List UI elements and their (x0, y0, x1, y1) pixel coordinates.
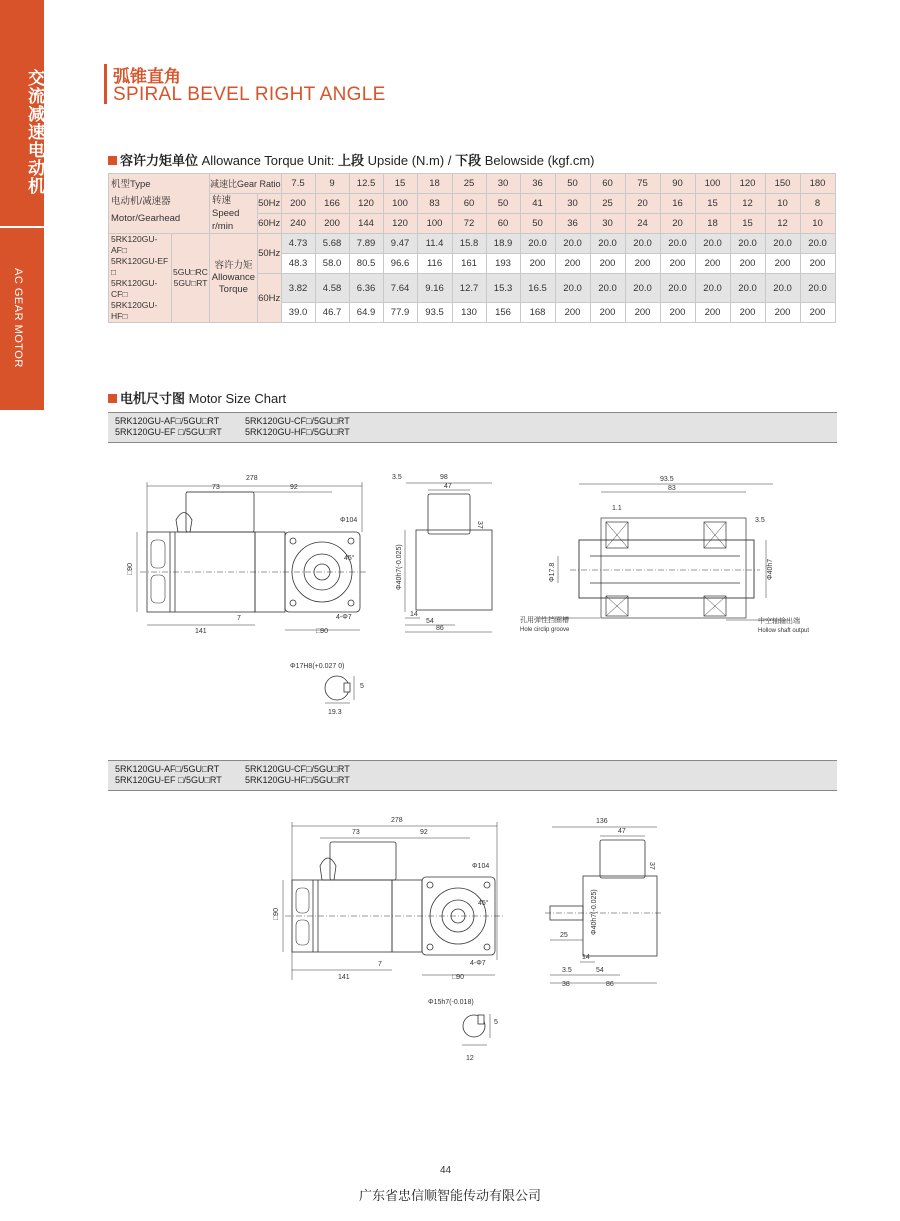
hz-label: 50Hz (257, 194, 281, 214)
gearhead-name: 5GU□RT (173, 278, 208, 288)
speed-cell: 20 (660, 214, 695, 234)
dim-holes: 4-Φ7 (470, 960, 486, 967)
band-model: 5RK120GU-EF □/5GU□RT (115, 775, 222, 785)
torque-cell: 200 (695, 303, 730, 323)
hz-label: 50Hz (257, 234, 281, 274)
ratio-cell: 90 (660, 174, 695, 194)
torque-cell: 200 (695, 254, 730, 274)
torque-cell: 200 (660, 254, 695, 274)
torque-cell: 7.64 (383, 274, 417, 303)
allowance-label-en1: Allowance (211, 272, 256, 283)
dim-3-5: 3.5 (562, 967, 572, 974)
torque-cell: 20.0 (730, 234, 765, 254)
torque-cell: 9.47 (383, 234, 417, 254)
upside-en: Upside (N.m) / (367, 153, 452, 168)
torque-cell: 200 (625, 254, 660, 274)
label-shaft-cn: 中空轴输出端 (758, 618, 800, 625)
torque-cell: 80.5 (349, 254, 383, 274)
torque-cell: 20.0 (625, 234, 660, 254)
torque-cell: 18.9 (486, 234, 520, 254)
dim-phi40: Φ40h7(-0.025) (396, 544, 403, 590)
upside-cn: 上段 (338, 154, 365, 169)
torque-cell: 20.0 (695, 274, 730, 303)
band-model: 5RK120GU-HF□/5GU□RT (245, 775, 350, 785)
torque-cell: 200 (660, 303, 695, 323)
torque-cell: 20.0 (625, 274, 660, 303)
dim-92: 92 (420, 829, 428, 836)
dim-5: 5 (360, 683, 364, 690)
torque-cell: 4.58 (315, 274, 349, 303)
ratio-cell: 7.5 (281, 174, 315, 194)
label-circlip-cn: 孔用弹性挡圈槽 (520, 617, 569, 624)
speed-cell: 10 (765, 194, 800, 214)
speed-cell: 60 (452, 194, 486, 214)
band-model: 5RK120GU-AF□/5GU□RT (115, 416, 220, 426)
hz-label: 60Hz (257, 274, 281, 323)
torque-cell: 16.5 (520, 274, 555, 303)
torque-cell: 9.16 (417, 274, 452, 303)
torque-cell: 20.0 (695, 234, 730, 254)
dim-73: 73 (212, 484, 220, 491)
torque-cell: 116 (417, 254, 452, 274)
speed-cell: 240 (281, 214, 315, 234)
torque-cell: 12.7 (452, 274, 486, 303)
drawing1-front-labels (127, 475, 357, 635)
dim-sq90: □90 (316, 628, 329, 635)
sidebar-category-en: AC GEAR MOTOR (12, 268, 24, 368)
model-name: 5RK120GU-AF□ (111, 234, 158, 255)
torque-cell: 20.0 (800, 274, 835, 303)
dim-37: 37 (648, 862, 655, 870)
label-circlip-en: Hole circlip groove (520, 627, 570, 633)
torque-cell: 64.9 (349, 303, 383, 323)
model-header-cn: 电动机/减速器 (111, 196, 171, 207)
model-name: 5RK120GU-HF□ (111, 300, 158, 321)
hz-label: 60Hz (257, 214, 281, 234)
speed-cell: 15 (730, 214, 765, 234)
torque-cell: 77.9 (383, 303, 417, 323)
dim-98: 98 (440, 474, 448, 481)
drawing1-front-view (137, 482, 368, 630)
speed-cell: 25 (590, 194, 625, 214)
speed-cell: 50 (486, 194, 520, 214)
speed-cell: 36 (555, 214, 590, 234)
torque-cell: 20.0 (800, 234, 835, 254)
dim-phi40h7: Φ40h7 (767, 558, 774, 580)
sidebar-category-cn: 交流减速电动机 (24, 69, 44, 195)
torque-cell: 20.0 (660, 274, 695, 303)
speed-cell: 16 (660, 194, 695, 214)
torque-cell: 200 (730, 254, 765, 274)
allowance-label-en2: Torque (218, 284, 248, 295)
ratio-cell: 25 (452, 174, 486, 194)
torque-cell: 200 (625, 303, 660, 323)
speed-cell: 12 (765, 214, 800, 234)
dim-37: 37 (476, 521, 483, 529)
torque-cell: 4.73 (281, 234, 315, 254)
torque-cell: 200 (765, 303, 800, 323)
dim-19-3: 19.3 (328, 709, 342, 716)
torque-cell: 15.8 (452, 234, 486, 254)
speed-cell: 8 (800, 194, 835, 214)
dim-bore: Φ17H8(+0.027 0) (290, 663, 345, 670)
ratio-cell: 60 (590, 174, 625, 194)
capacitor-cap (176, 513, 192, 533)
speed-cell: 200 (281, 194, 315, 214)
torque-cell: 20.0 (660, 234, 695, 254)
speed-cell: 30 (555, 194, 590, 214)
speed-cell: 120 (349, 194, 383, 214)
dim-141: 141 (195, 628, 207, 635)
dim-5: 5 (494, 1019, 498, 1026)
torque-cell: 20.0 (520, 234, 555, 254)
torque-cell: 193 (486, 254, 520, 274)
size-title-cn: 电机尺寸图 (120, 392, 186, 407)
dim-45deg: 45° (478, 900, 489, 907)
belowside-en: Belowside (kgf.cm) (484, 153, 595, 168)
drawing1-side-labels (392, 474, 483, 632)
dim-sq90-vertical: □90 (273, 907, 280, 920)
dim-1-1: 1.1 (612, 505, 622, 512)
speed-cell: 20 (625, 194, 660, 214)
speed-label-unit: r/min (212, 221, 234, 232)
dim-3-5: 3.5 (755, 517, 765, 524)
torque-cell: 46.7 (315, 303, 349, 323)
ratio-cell: 12.5 (349, 174, 383, 194)
drawing1-side-view (405, 483, 492, 632)
dim-14: 14 (582, 954, 590, 961)
torque-cell: 20.0 (730, 274, 765, 303)
dim-12: 12 (466, 1055, 474, 1062)
dim-136: 136 (596, 818, 608, 825)
dim-sq90-vertical: □90 (127, 562, 134, 575)
torque-cell: 48.3 (281, 254, 315, 274)
ratio-cell: 30 (486, 174, 520, 194)
band-model: 5RK120GU-CF□/5GU□RT (245, 416, 350, 426)
torque-cell: 156 (486, 303, 520, 323)
dim-45deg: 45° (344, 555, 355, 562)
dim-278: 278 (246, 475, 258, 482)
speed-cell: 166 (315, 194, 349, 214)
dim-25: 25 (560, 932, 568, 939)
speed-cell: 18 (695, 214, 730, 234)
speed-cell: 12 (730, 194, 765, 214)
dim-phi15: Φ15h7(-0.018) (428, 999, 474, 1006)
torque-cell: 39.0 (281, 303, 315, 323)
band-model: 5RK120GU-CF□/5GU□RT (245, 764, 350, 774)
torque-cell: 200 (590, 303, 625, 323)
ratio-cell: 15 (383, 174, 417, 194)
dim-7: 7 (378, 961, 382, 968)
torque-cell: 200 (800, 254, 835, 274)
torque-cell: 200 (730, 303, 765, 323)
drawing2-shaft-detail (462, 1014, 490, 1045)
drawing2-front-view (283, 822, 505, 980)
torque-cell: 200 (555, 254, 590, 274)
torque-cell: 93.5 (417, 303, 452, 323)
model-header-type: 机型Type (111, 179, 151, 190)
torque-cell: 200 (520, 254, 555, 274)
torque-cell: 3.82 (281, 274, 315, 303)
torque-cell: 20.0 (765, 274, 800, 303)
ratio-cell: 36 (520, 174, 555, 194)
drawing1-hollow-shaft (540, 484, 790, 620)
ratio-cell: 75 (625, 174, 660, 194)
torque-cell: 200 (590, 254, 625, 274)
torque-cell: 58.0 (315, 254, 349, 274)
ratio-cell: 150 (765, 174, 800, 194)
speed-cell: 100 (383, 194, 417, 214)
terminal-box (186, 492, 254, 532)
torque-cell: 20.0 (765, 234, 800, 254)
gear-ratio-label: 减速比Gear Ratio (210, 174, 282, 194)
speed-cell: 120 (383, 214, 417, 234)
company-name: 广东省忠信顺智能传动有限公司 (358, 1189, 541, 1204)
torque-cell: 161 (452, 254, 486, 274)
torque-cell: 20.0 (590, 234, 625, 254)
ratio-cell: 100 (695, 174, 730, 194)
ratio-cell: 120 (730, 174, 765, 194)
dim-93-5: 93.5 (660, 476, 674, 483)
dim-86: 86 (436, 625, 444, 632)
torque-cell: 6.36 (349, 274, 383, 303)
dim-47: 47 (444, 483, 452, 490)
model-name: 5RK120GU-EF □ (111, 256, 169, 277)
dim-phi40: Φ40h7(-0.025) (591, 889, 598, 935)
speed-cell: 10 (800, 214, 835, 234)
band-model: 5RK120GU-EF □/5GU□RT (115, 427, 222, 437)
page-title-en: SPIRAL BEVEL RIGHT ANGLE (113, 84, 386, 105)
dim-73: 73 (352, 829, 360, 836)
torque-title-en: Allowance Torque Unit: (201, 153, 335, 168)
torque-cell: 200 (800, 303, 835, 323)
dim-phi104: Φ104 (340, 517, 358, 524)
dim-phi17-8: Φ17.8 (549, 562, 556, 582)
size-title-en: Motor Size Chart (188, 391, 287, 406)
drawing1-keyway-labels (290, 663, 364, 716)
torque-cell: 20.0 (590, 274, 625, 303)
ratio-cell: 9 (315, 174, 349, 194)
dim-83: 83 (668, 485, 676, 492)
speed-cell: 50 (520, 214, 555, 234)
dim-54: 54 (426, 618, 434, 625)
speed-cell: 100 (417, 214, 452, 234)
dim-sq90: □90 (452, 974, 465, 981)
speed-cell: 30 (590, 214, 625, 234)
dim-47: 47 (618, 828, 626, 835)
dim-14: 14 (410, 611, 418, 618)
torque-cell: 15.3 (486, 274, 520, 303)
dim-phi104: Φ104 (472, 863, 490, 870)
torque-cell: 5.68 (315, 234, 349, 254)
ratio-cell: 180 (800, 174, 835, 194)
page-title-cn: 弧锥直角 (113, 67, 181, 87)
speed-cell: 60 (486, 214, 520, 234)
drawing2-side-view (545, 827, 662, 983)
torque-cell: 130 (452, 303, 486, 323)
belowside-cn: 下段 (455, 154, 482, 169)
speed-label-cn: 转速Speed (212, 195, 240, 219)
drawing2-shaft-labels (428, 999, 498, 1062)
torque-cell: 11.4 (417, 234, 452, 254)
page-number: 44 (440, 1165, 452, 1176)
ratio-cell: 18 (417, 174, 452, 194)
torque-cell: 96.6 (383, 254, 417, 274)
model-header-en: Motor/Gearhead (111, 213, 181, 224)
drawing2-side-labels (560, 818, 655, 988)
speed-cell: 24 (625, 214, 660, 234)
speed-cell: 72 (452, 214, 486, 234)
torque-cell: 200 (555, 303, 590, 323)
torque-cell: 200 (765, 254, 800, 274)
gearhead-name: 5GU□RC (173, 267, 208, 277)
drawing1-keyway (325, 676, 354, 703)
dim-holes: 4-Φ7 (336, 614, 352, 621)
dim-278: 278 (391, 817, 403, 824)
speed-cell: 41 (520, 194, 555, 214)
dim-86: 86 (606, 981, 614, 988)
dim-54: 54 (596, 967, 604, 974)
dim-38: 38 (562, 981, 570, 988)
allowance-label-cn: 容许力矩 (214, 260, 253, 271)
torque-cell: 7.89 (349, 234, 383, 254)
speed-cell: 83 (417, 194, 452, 214)
band-model: 5RK120GU-AF□/5GU□RT (115, 764, 220, 774)
torque-cell: 168 (520, 303, 555, 323)
torque-title-cn: 容许力矩单位 (120, 154, 199, 169)
band-model: 5RK120GU-HF□/5GU□RT (245, 427, 350, 437)
dim-92: 92 (290, 484, 298, 491)
speed-cell: 144 (349, 214, 383, 234)
ratio-cell: 50 (555, 174, 590, 194)
torque-cell: 20.0 (555, 234, 590, 254)
dim-7: 7 (237, 615, 241, 622)
speed-cell: 15 (695, 194, 730, 214)
model-name: 5RK120GU-CF□ (111, 278, 158, 299)
torque-cell: 20.0 (555, 274, 590, 303)
speed-cell: 200 (315, 214, 349, 234)
dim-141: 141 (338, 974, 350, 981)
dim-3-5: 3.5 (392, 474, 402, 481)
label-shaft-en: Hollow shaft output (758, 628, 810, 634)
